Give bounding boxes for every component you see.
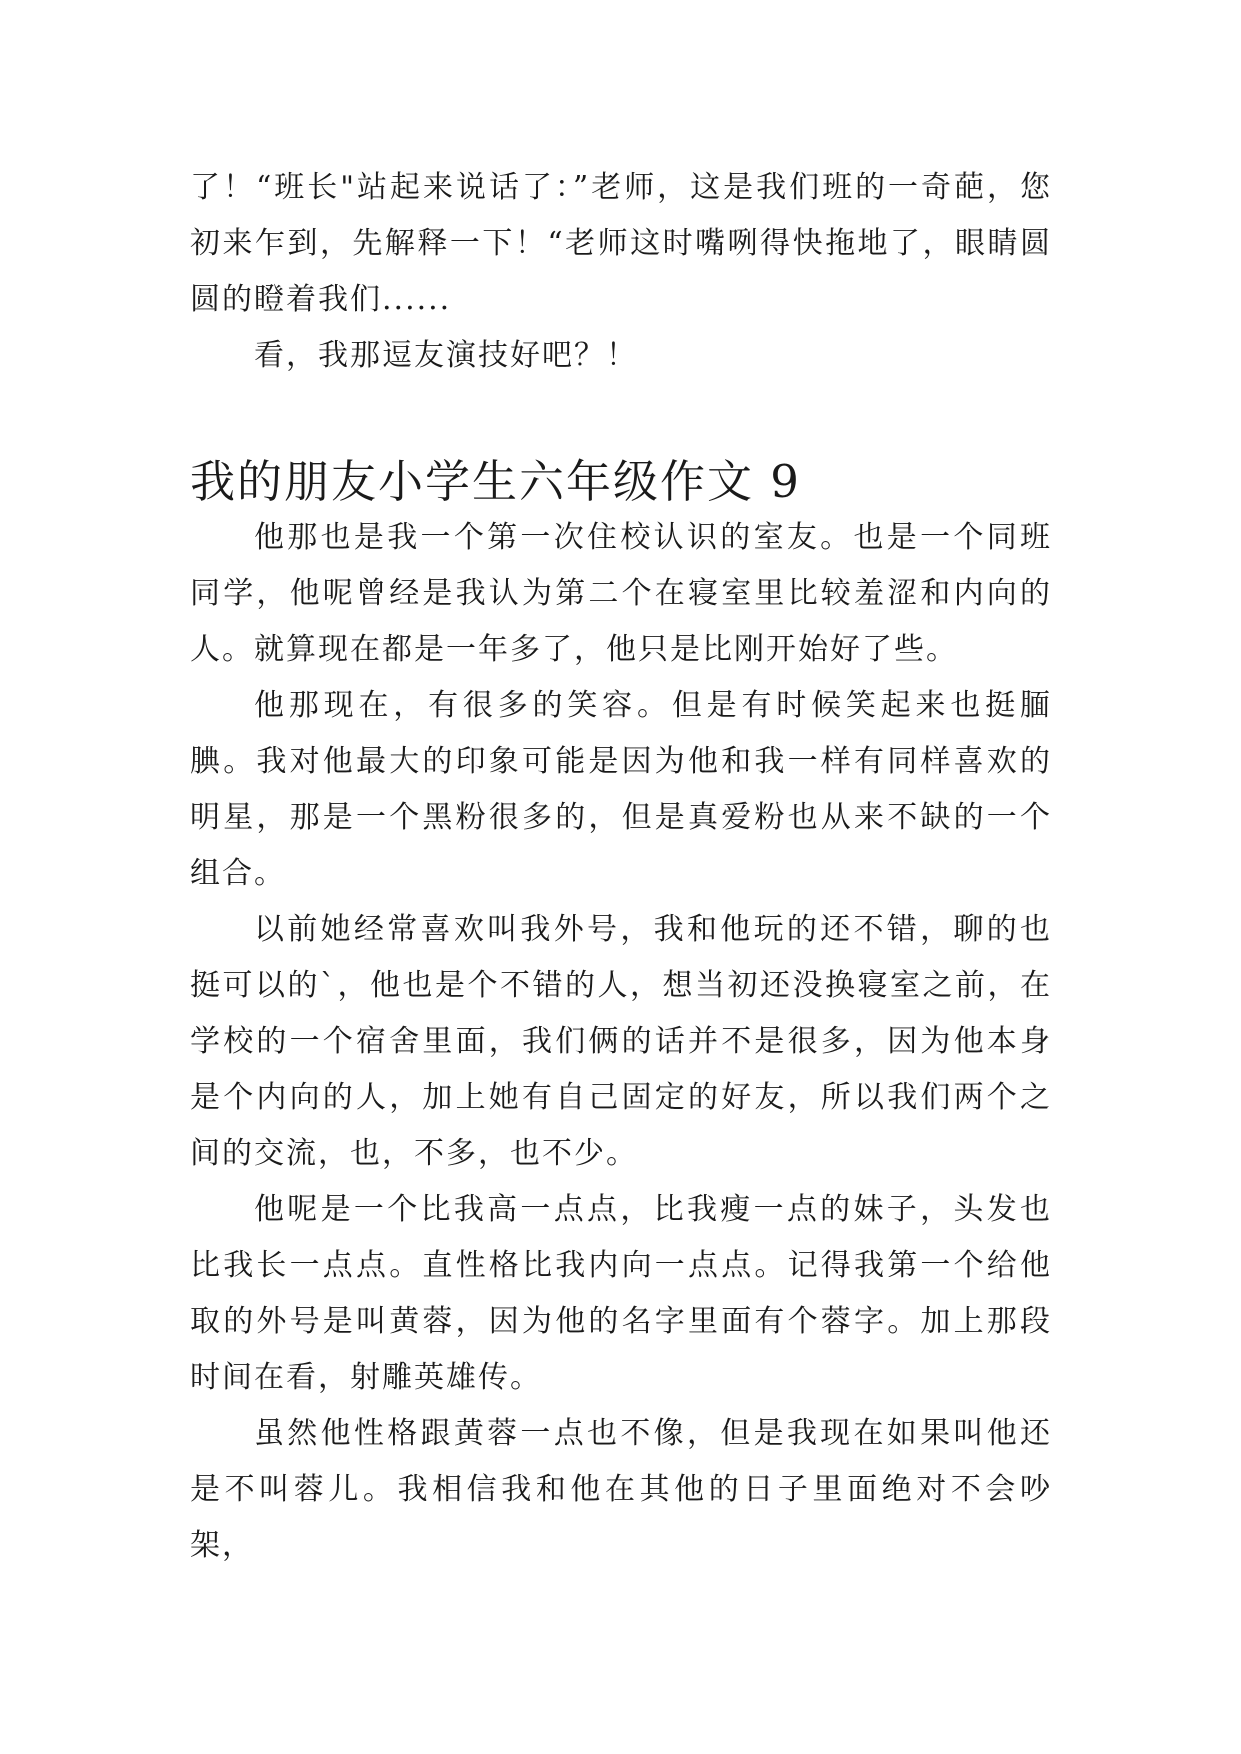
document-page xyxy=(190,160,1052,1574)
section-gap xyxy=(190,384,1052,454)
paragraph-body-4: 他呢是一个比我高一点点，比我瘦一点的妹子，头发也比我长一点点。直性格比我内向一点点。记得我第一个给他取的外号是叫黄蓉，因为他的名字里面有个蓉字。加上那段时间在看，射雕英雄传。 xyxy=(190,1192,1052,1395)
paragraph-intro-1: 了！“班长"站起来说话了：”老师，这是我们班的一奇葩，您初来乍到，先解释一下！“老师这时嘴咧得快拖地了，眼睛圆圆的瞪着我们...... xyxy=(190,170,1052,317)
paragraph-body-2: 他那现在，有很多的笑容。但是有时候笑起来也挺腼腆。我对他最大的印象可能是因为他和我一样有同样喜欢的明星，那是一个黑粉很多的，但是真爱粉也从来不缺的一个组合。 xyxy=(190,688,1052,891)
section-title: 我的朋友小学生六年级作文 9 xyxy=(190,455,801,508)
paragraph-intro-2: 看，我那逗友演技好吧？！ xyxy=(254,338,638,373)
paragraph-body-5: 虽然他性格跟黄蓉一点也不像，但是我现在如果叫他还是不叫蓉儿。我相信我和他在其他的日子里面绝对不会吵架， xyxy=(190,1416,1052,1563)
paragraph-body-1: 他那也是我一个第一次住校认识的室友。也是一个同班同学，他呢曾经是我认为第二个在寝室里比较羞涩和内向的人。就算现在都是一年多了，他只是比刚开始好了些。 xyxy=(190,520,1052,667)
paragraph-body-3: 以前她经常喜欢叫我外号，我和他玩的还不错，聊的也挺可以的`，他也是个不错的人，想当初还没换寝室之前，在学校的一个宿舍里面，我们俩的话并不是很多，因为他本身是个内向的人，加上她有自己固定的好友，所以我们两个之间的交流，也，不多，也不少。 xyxy=(190,912,1052,1171)
